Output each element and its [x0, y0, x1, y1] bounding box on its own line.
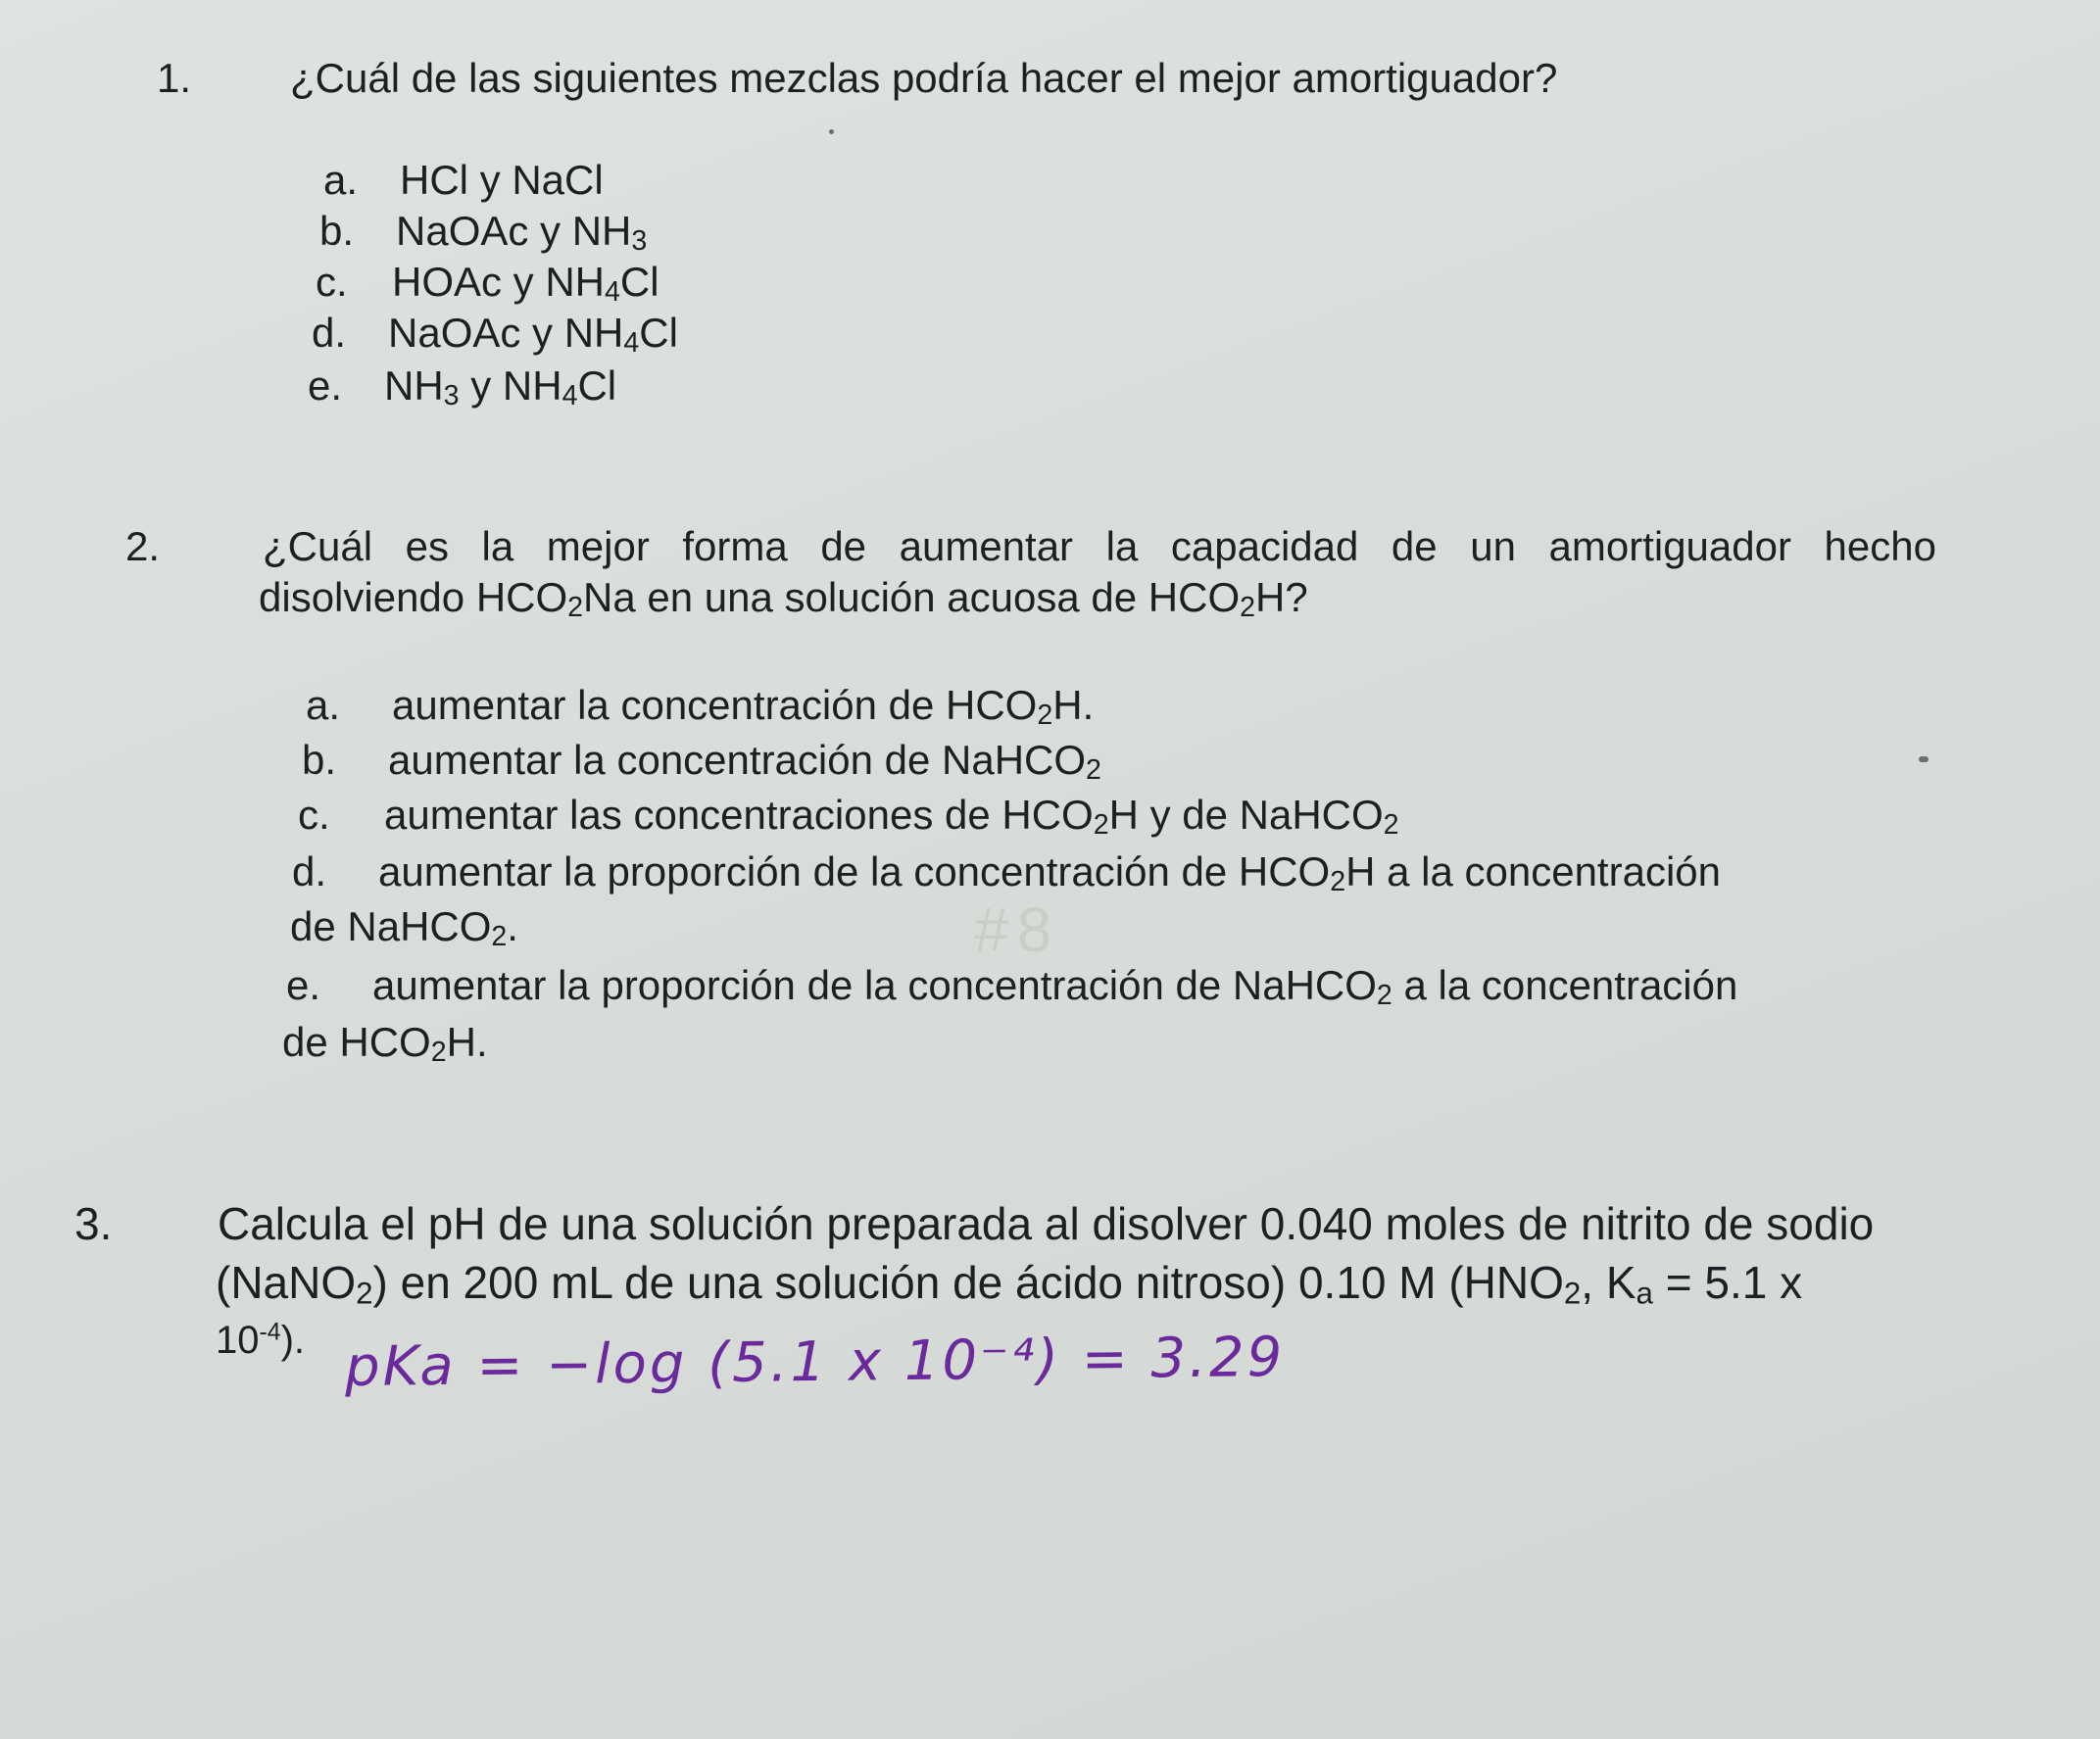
option-text: H y de NaHCO	[1108, 792, 1384, 838]
q2-number: 2.	[125, 523, 161, 569]
option-letter: e.	[286, 962, 321, 1008]
subscript: 2	[1240, 592, 1256, 624]
subscript: 3	[443, 380, 460, 412]
q3-question-line3	[216, 1319, 305, 1363]
option-letter: e.	[308, 362, 343, 409]
q2-option-d-continued	[290, 903, 518, 953]
option-text: aumentar la concentración de HCO	[392, 682, 1038, 728]
stray-mark	[1919, 756, 1929, 762]
subscript: 2	[1330, 866, 1346, 898]
q3-question-line2	[216, 1256, 1802, 1309]
text: 10	[216, 1319, 260, 1362]
q1-option-d	[312, 310, 678, 360]
option-text: HOAc y NH	[392, 259, 606, 305]
subscript: 2	[1037, 700, 1053, 732]
q1-option-b	[319, 208, 648, 258]
option-text: HCl y NaCl	[400, 157, 604, 203]
option-text: H a la concentración	[1345, 848, 1721, 894]
option-letter: a.	[306, 682, 341, 728]
option-letter: d.	[312, 310, 347, 356]
option-letter: c.	[316, 259, 348, 305]
faint-show-through-mark: #8	[974, 894, 1060, 965]
text: Na en una solución acuosa de HCO	[583, 574, 1241, 620]
q2-question-line2	[259, 574, 1308, 624]
q1-option-c	[316, 259, 659, 309]
q2-option-c	[298, 792, 1399, 842]
text: (NaNO	[216, 1257, 357, 1308]
text: ) en 200 mL de una solución de ácido nitroso) 0.10 M (HNO	[372, 1257, 1564, 1308]
subscript: 2	[1093, 809, 1109, 842]
subscript: 3	[631, 225, 648, 258]
q1-option-a	[323, 157, 604, 204]
option-text: NaOAc y NH	[396, 208, 632, 254]
q1-question: ¿Cuál de las siguientes mezclas podría hacer el mejor amortiguador?	[290, 55, 1558, 101]
option-letter: a.	[323, 157, 359, 203]
text: , K	[1581, 1257, 1636, 1308]
q2-option-d	[292, 848, 1721, 898]
subscript: a	[1636, 1276, 1653, 1311]
subscript: 2	[430, 1037, 447, 1069]
q2-question-line1: ¿Cuál es la mejor forma de aumentar la capacidad de un amortiguador hecho	[263, 523, 1936, 569]
option-text: de NaHCO	[290, 903, 492, 949]
option-text: Cl	[577, 362, 617, 409]
option-text: y NH	[459, 362, 562, 409]
handwritten-answer: pKa = −log (5.1 x 10⁻⁴) = 3.29	[344, 1325, 1286, 1400]
q2-option-e-continued	[282, 1019, 488, 1069]
option-text: H.	[1052, 682, 1095, 728]
text: ).	[280, 1319, 305, 1362]
subscript: 2	[1086, 754, 1101, 787]
option-text: Cl	[639, 310, 678, 356]
option-letter: d.	[292, 848, 327, 894]
option-letter: b.	[319, 208, 355, 254]
subscript: 2	[1563, 1276, 1582, 1311]
text: = 5.1 x	[1652, 1257, 1803, 1308]
q2-option-e	[286, 962, 1738, 1012]
subscript: 2	[356, 1276, 373, 1311]
q3-number: 3.	[74, 1198, 113, 1249]
option-text: aumentar la proporción de la concentración de HCO	[378, 848, 1331, 894]
option-text: de HCO	[282, 1019, 431, 1065]
text: H?	[1255, 574, 1308, 620]
q2-option-a	[306, 682, 1095, 732]
subscript: 4	[623, 327, 640, 360]
subscript: 2	[491, 921, 508, 953]
option-text: Cl	[619, 259, 659, 305]
subscript: 4	[562, 380, 578, 412]
option-text: NH	[384, 362, 444, 409]
q1-number: 1.	[157, 55, 192, 101]
q2-option-b	[302, 737, 1101, 787]
subscript: 2	[1383, 809, 1399, 842]
option-text: aumentar la concentración de NaHCO	[388, 737, 1087, 783]
subscript: 2	[1376, 980, 1392, 1012]
option-letter: b.	[302, 737, 337, 783]
subscript: 4	[605, 276, 620, 309]
subscript: 2	[567, 592, 584, 624]
option-text: a la concentración	[1392, 962, 1738, 1008]
option-text: NaOAc y NH	[388, 310, 624, 356]
superscript: -4	[259, 1319, 281, 1346]
option-text: .	[507, 903, 518, 949]
option-text: aumentar la proporción de la concentración de NaHCO	[372, 962, 1377, 1008]
text: disolviendo HCO	[259, 574, 568, 620]
option-letter: c.	[298, 792, 330, 838]
stray-dot	[829, 129, 834, 134]
option-text: aumentar las concentraciones de HCO	[384, 792, 1094, 838]
option-text: H.	[446, 1019, 488, 1065]
q3-question-line1: Calcula el pH de una solución preparada al disolver 0.040 moles de nitrito de sodio	[218, 1198, 1875, 1249]
q1-option-e	[308, 362, 616, 410]
